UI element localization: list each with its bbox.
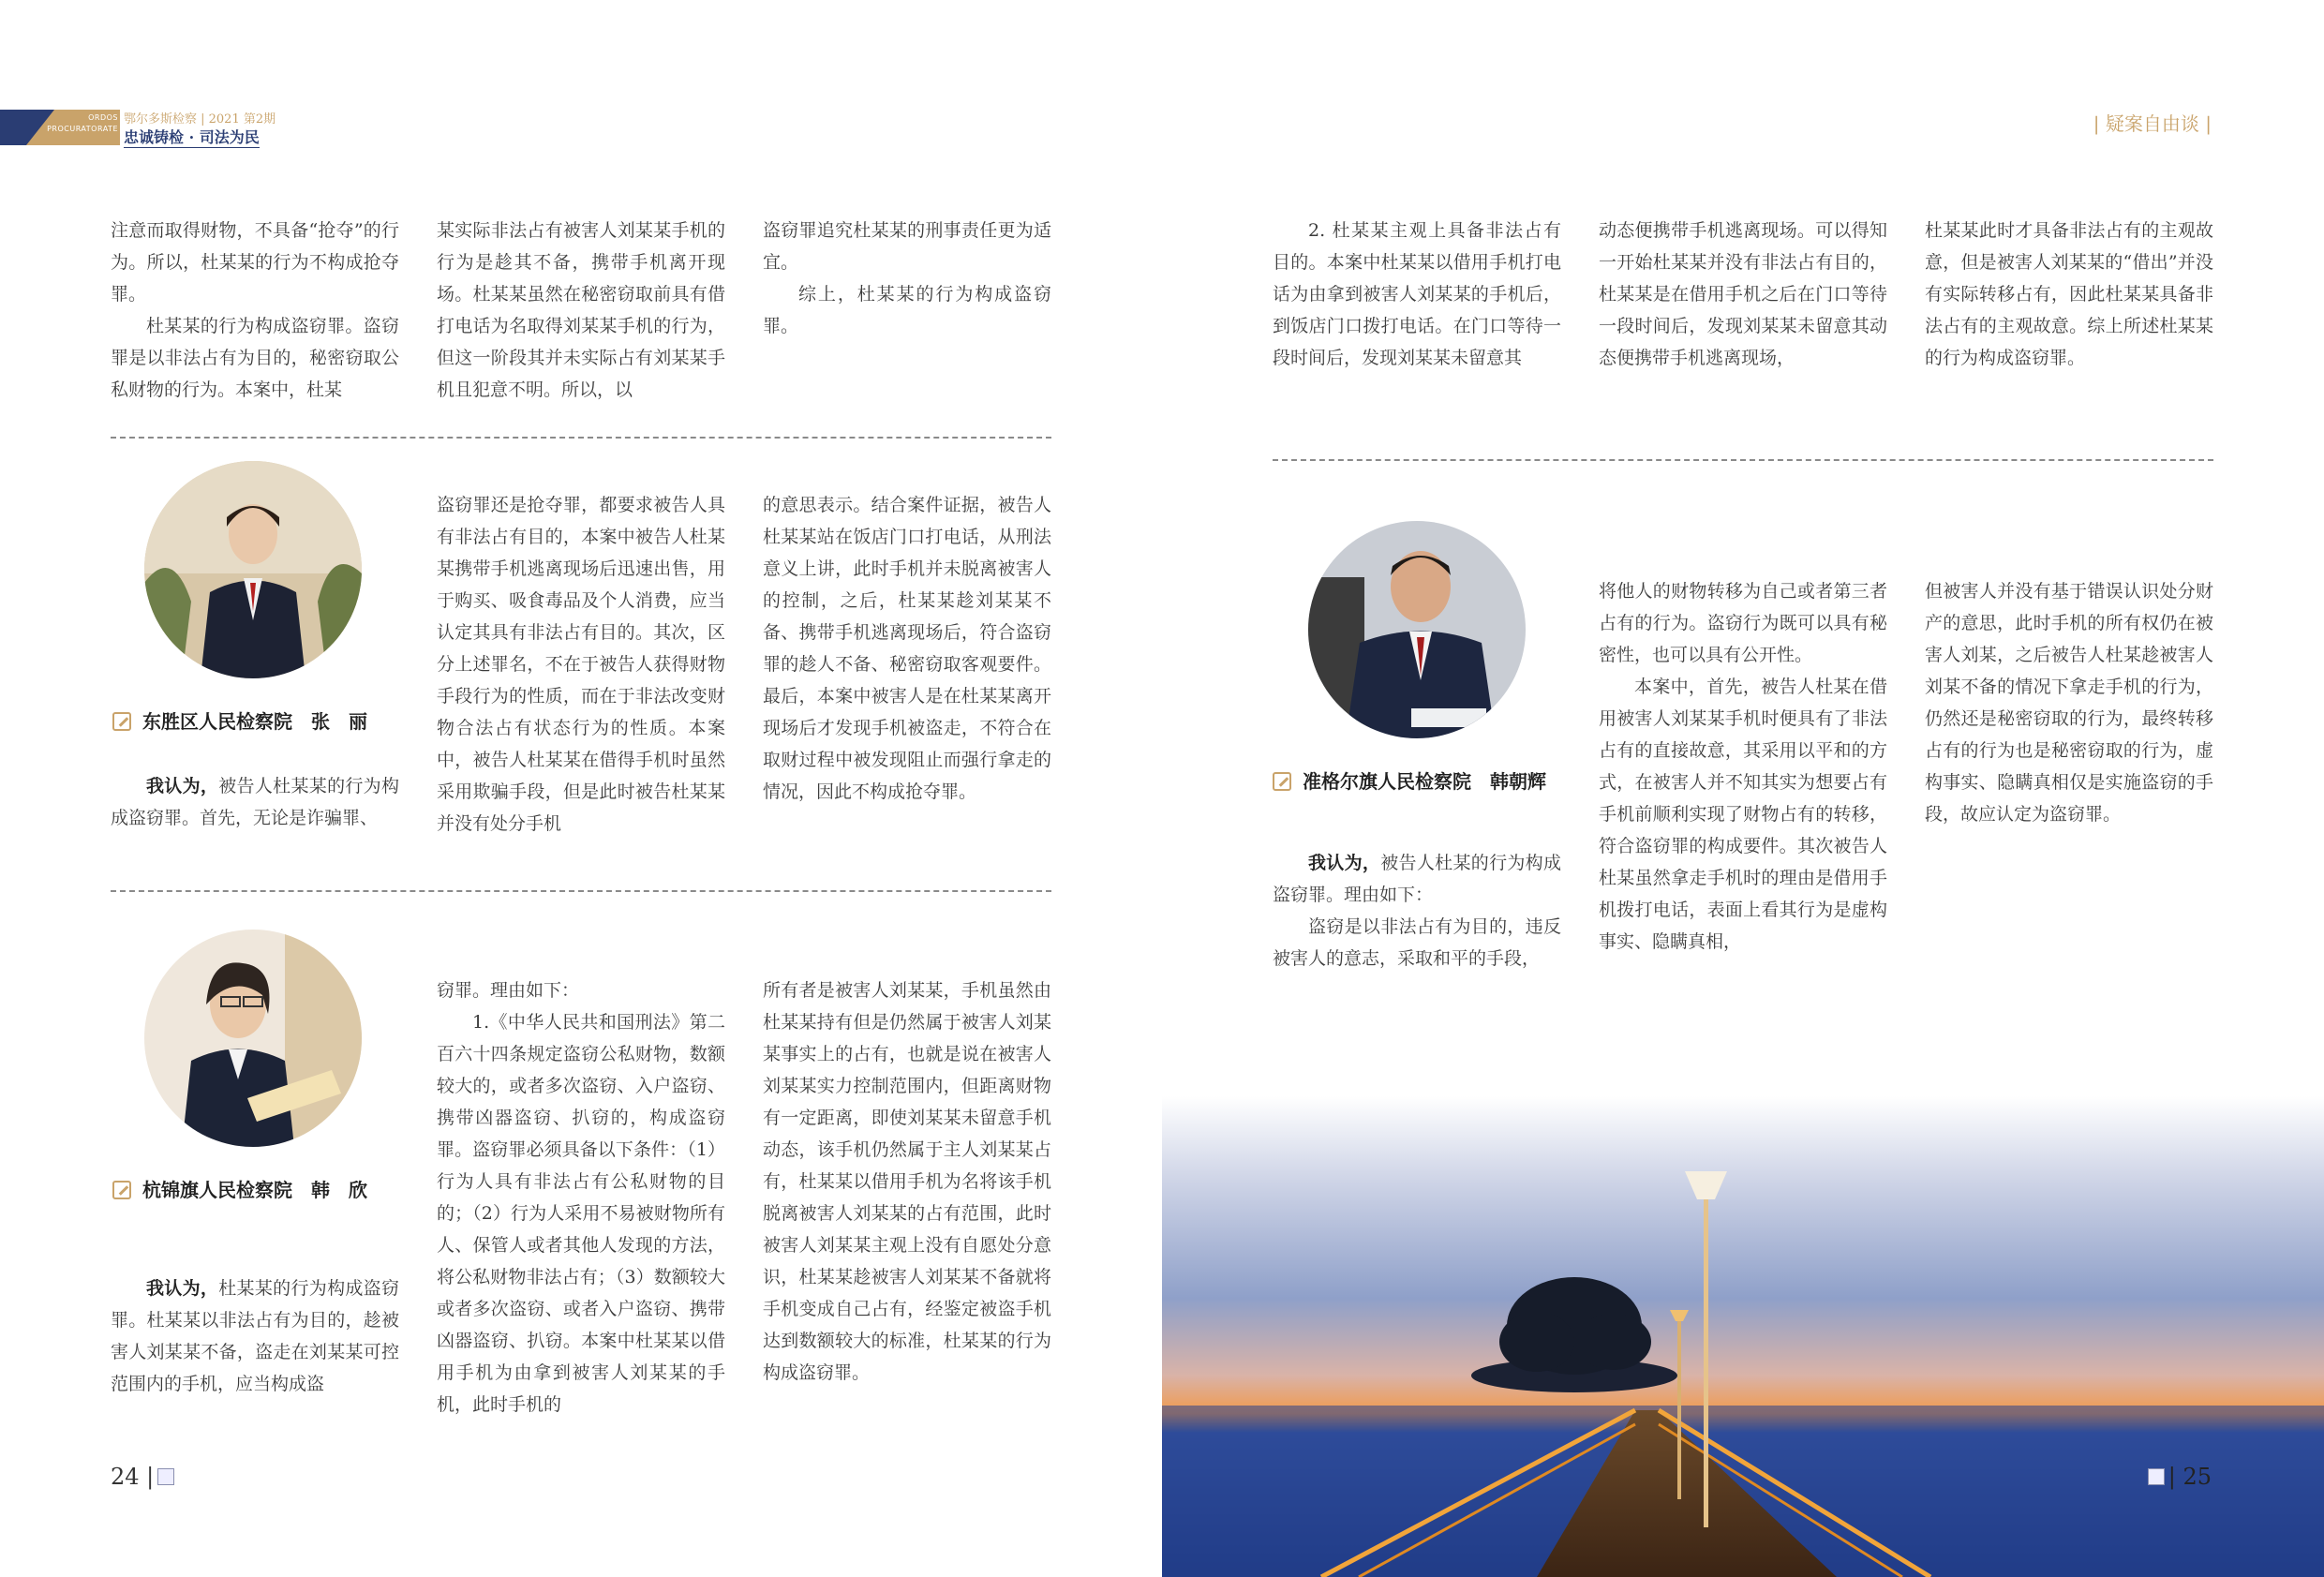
top-column-1: [111, 215, 399, 406]
author-name: 东胜区人民检察院 张 丽: [142, 710, 367, 733]
author-name: 准格尔旗人民检察院 韩朝辉: [1303, 770, 1546, 793]
pen-icon: [112, 712, 131, 731]
paragraph: 盗窃是以非法占有为目的，违反被害人的意志，采取和平的手段，: [1273, 916, 1561, 969]
header-en-line1: ORDOS: [88, 113, 118, 122]
paragraph: 将他人的财物转移为自己或者第三者占有的行为。盗窃行为既可以具有秘密性，也可以具有公开性。: [1599, 581, 1887, 665]
page-number: 25: [2182, 1464, 2212, 1490]
top-column-2: [437, 215, 725, 406]
header-english-name: [34, 112, 118, 135]
paragraph: 1.《中华人民共和国刑法》第二百六十四条规定盗窃公私财物，数额较大的，或者多次盗窃、入户盗窃、携带凶器盗窃、扒窃的，构成盗窃罪。盗窃罪必须具备以下条件：（1）行为人具有非法占有公私财物的目的；（2）行为人采用不易被财物所有人、保管人或者其他人发现的方法，将公私财物非法占有；（3）数额较大或者多次盗窃、或者入户盗窃、携带凶器盗窃、扒窃。本案中杜某某以借用手机为由拿到被害人刘某某的手机，此时手机的: [437, 1012, 725, 1415]
paragraph: 盗窃罪追究杜某某的刑事责任更为适宜。: [763, 220, 1051, 273]
paragraph: 杜某某的行为构成盗窃罪。杜某某以非法占有为目的，趁被害人刘某某不备，盗走在刘某某可控范围内的手机，应当构成盗: [111, 1278, 399, 1394]
author-portrait-zhang-li: [144, 461, 362, 678]
page-number-right: | 25: [2144, 1464, 2212, 1490]
section-divider: [111, 437, 1051, 439]
author-name: 杭锦旗人民检察院 韩 欣: [142, 1179, 367, 1201]
paragraph: 2. 杜某某主观上具备非法占有目的。本案中杜某某以借用手机打电话为由拿到被害人刘某某的手机后，到饭店门口拨打电话。在门口等待一段时间后，发现刘某某未留意其: [1273, 220, 1561, 368]
s1-column-3: [763, 489, 1051, 808]
right-page: [1162, 0, 2324, 1577]
lead-phrase: 我认为，: [1308, 853, 1381, 873]
slogan: 忠诚铸检 · 司法为民: [124, 126, 260, 148]
section-title: | 疑案自由谈 |: [2093, 112, 2212, 135]
paragraph: 杜某某的行为构成盗窃罪。盗窃罪是以非法占有为目的，秘密窃取公私财物的行为。本案中，杜某: [111, 316, 399, 400]
paragraph: 某实际非法占有被害人刘某某手机的行为是趁其不备，携带手机离开现场。杜某某虽然在秘密窃取前具有借打电话为名取得刘某某手机的行为，但这一阶段其并未实际占有刘某某手机且犯意不明。所以，以: [437, 220, 725, 400]
portrait-image: [144, 930, 362, 1147]
s2-column-2: [437, 974, 725, 1421]
paragraph: 动态便携带手机逃离现场。可以得知一开始杜某某并没有非法占有目的，杜某某是在借用手机之后在门口等待一段时间后，发现刘某某未留意其动态便携带手机逃离现场，: [1599, 220, 1887, 368]
author-portrait-han-chaohui: [1308, 521, 1526, 738]
r-top-column-3: [1925, 215, 2213, 374]
author-byline-1: [112, 707, 367, 734]
author-byline-3: [1273, 766, 1546, 794]
s1-column-2: [437, 489, 725, 840]
paragraph: 被告人杜某的行为构成盗窃罪。理由如下：: [1273, 853, 1561, 905]
publication-info: 鄂尔多斯检察 | 2021 第2期: [124, 112, 276, 126]
pen-icon: [1273, 772, 1291, 791]
paragraph: 杜某某此时才具备非法占有的主观故意，但是被害人刘某某的“借出”并没有实际转移占有，因此杜某某具备非法占有的主观故意。综上所述杜某某的行为构成盗窃罪。: [1925, 220, 2213, 368]
r-top-column-1: [1273, 215, 1561, 374]
portrait-image: [144, 461, 362, 678]
r-top-column-2: [1599, 215, 1887, 374]
lead-phrase: 我认为，: [146, 1278, 219, 1299]
paragraph: 注意而取得财物，不具备“抢夺”的行为。所以，杜某某的行为不构成抢夺罪。: [111, 220, 399, 305]
pen-icon: [112, 1181, 131, 1199]
paragraph: 盗窃罪还是抢夺罪，都要求被告人具有非法占有目的，本案中被告人杜某某携带手机逃离现场后迅速出售，用于购买、吸食毒品及个人消费，应当认定其具有非法占有目的。其次，区分上述罪名，不在于被告人获得财物手段行为的性质，而在于非法改变财物合法占有状态行为的性质。本案中，被告人杜某某在借得手机时虽然采用欺骗手段，但是此时被告杜某某并没有处分手机: [437, 495, 725, 834]
author-byline-2: [112, 1175, 367, 1202]
magazine-mark-icon: [157, 1468, 174, 1485]
lead-phrase: 我认为，: [146, 776, 219, 796]
portrait-image: [1308, 521, 1526, 738]
s3-column-3: [1925, 575, 2213, 830]
section-divider: [1273, 459, 2213, 461]
s2-column-1: [111, 1272, 399, 1400]
paragraph: 的意思表示。结合案件证据，被告人杜某某站在饭店门口打电话，从刑法意义上讲，此时手机并未脱离被害人的控制，之后，杜某某趁刘某某不备、携带手机逃离现场后，符合盗窃罪的趁人不备、秘密窃取客观要件。最后，本案中被害人是在杜某某离开现场后才发现手机被盗走，不符合在取财过程中被发现阻止而强行拿走的情况，因此不构成抢夺罪。: [763, 495, 1051, 802]
paragraph: 综上，杜某某的行为构成盗窃罪。: [763, 284, 1051, 336]
paragraph: 本案中，首先，被告人杜某在借用被害人刘某某手机时便具有了非法占有的直接故意，其采用以平和的方式，在被害人并不知其实为想要占有手机前顺利实现了财物占有的转移，符合盗窃罪的构成要件。其次被告人杜某虽然拿走手机时的理由是借用手机拨打电话，表面上看其行为是虚构事实、隐瞒真相，: [1599, 677, 1887, 952]
s3-column-1: [1273, 847, 1561, 974]
section-divider: [111, 890, 1051, 892]
page-number: 24: [111, 1464, 140, 1490]
paragraph: 但被害人并没有基于错误认识处分财产的意思，此时手机的所有权仍在被害人刘某，之后被告人杜某趁被害人刘某不备的情况下拿走手机的行为，仍然还是秘密窃取的行为，最终转移占有的行为也是秘密窃取的行为，虚构事实、隐瞒真相仅是实施盗窃的手段，故应认定为盗窃罪。: [1925, 581, 2213, 825]
pier-sunset-photo: [1162, 1096, 2324, 1577]
author-portrait-han-xin: [144, 930, 362, 1147]
page-number-left: 24 |: [111, 1464, 178, 1490]
paragraph: 被告人杜某某的行为构成盗窃罪。首先，无论是诈骗罪、: [111, 776, 399, 828]
s1-column-1: [111, 770, 399, 834]
s3-column-2: [1599, 575, 1887, 958]
header-en-line2: PROCURATORATE: [47, 125, 118, 133]
s2-column-3: [763, 974, 1051, 1389]
magazine-mark-icon: [2148, 1468, 2165, 1485]
paragraph: 所有者是被害人刘某某，手机虽然由杜某某持有但是仍然属于被害人刘某某事实上的占有，也就是说在被害人刘某某实力控制范围内，但距离财物有一定距离，即使刘某某未留意手机动态，该手机仍然属于主人刘某某占有，杜某某以借用手机为名将该手机脱离被害人刘某某的占有范围，此时被害人刘某某主观上没有自愿处分意识，杜某某趁被害人刘某某不备就将手机变成自己占有，经鉴定被盗手机达到数额较大的标准，杜某某的行为构成盗窃罪。: [763, 980, 1051, 1383]
paragraph: 窃罪。理由如下：: [437, 980, 580, 1001]
top-column-3: [763, 215, 1051, 342]
